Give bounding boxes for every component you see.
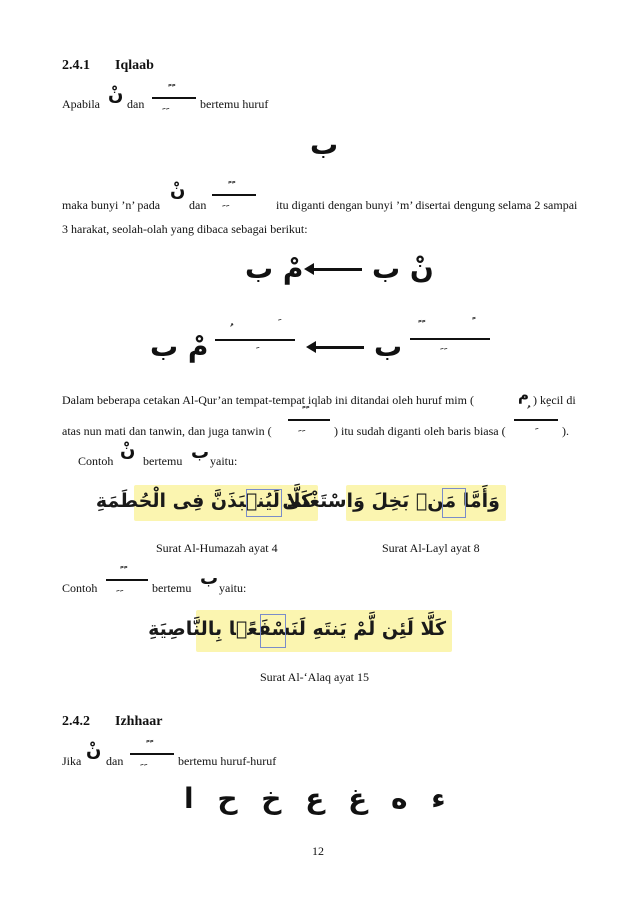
tanwin-icon: ﹰﹰ ﹺﹺ [288,408,330,434]
contoh1-nun: نْ [120,440,136,461]
tanwin-icon: ﹰﹰ ﹺﹺ [152,86,196,112]
iqlaab-line1-c: bertemu huruf [200,97,269,111]
example-row1-result: مْ ب [245,252,304,285]
example-row1-source: نْ ب [372,252,434,285]
para2-line2-a: atas nun mati dan tanwin, dan juga tanwin ( [62,424,272,438]
tanwin-icon: ﹰﹰ ﹰ ﹺﹺ [410,320,490,356]
izhhaar-line1-a: Jika [62,754,82,768]
section-title: Iqlaab [115,58,154,73]
verse-text: كَلَّا لَيُنۢبَذَنَّ فِى الْحُطَمَةِ [95,490,312,512]
contoh2-b: bertemu [152,581,192,595]
nun-sukun-glyph: نْ [86,740,102,761]
para2-line1-b: ) kecil di [533,393,576,407]
contoh2-a: Contoh [62,581,98,595]
section-title: Izhhaar [115,714,163,729]
verse-text: كَلَّا لَئِن لَّمْ يَنتَهِ لَنَسْفَعًۢا بِالنَّاصِيَةِ [148,618,446,640]
section-heading-iqlaab [62,58,154,74]
iqlaab-line1-b: dan [127,97,145,111]
section-heading-izhhaar [62,714,162,730]
caption-layl: Surat Al-Layl ayat 8 [382,541,480,555]
contoh1-b: bertemu [143,454,183,468]
verse-text: وَأَمَّا مَنۢ بَخِلَ وَاسْتَغْنَىٰ [282,490,500,512]
izhhaar-line1-b: dan [106,754,124,768]
iqlaab-line3: 3 harakat, seolah-olah yang dibaca sebagai berikut: [62,222,308,236]
highlight-box [442,488,466,518]
harakat-icon [514,408,558,434]
ba-letter: ب [310,128,339,161]
iqlaab-line2-c: itu diganti dengan bunyi ’m’ disertai dengung selama 2 sampai [276,198,578,212]
iqlaab-line2-a: maka bunyi ’n’ pada [62,198,161,212]
section-number: 2.4.1 [62,58,90,73]
izhhaar-line1-c: bertemu huruf-huruf [178,754,277,768]
example-row2-result: مْ ب [150,330,209,363]
highlight-box [260,614,286,648]
para2-line2-c: ). [562,424,569,438]
mim-small-glyph: م [518,386,529,404]
caption-humazah: Surat Al-Humazah ayat 4 [156,541,278,555]
contoh1-ba: ب [191,442,210,463]
highlight-box [246,489,282,517]
tanwin-icon: ﹰﹰ ﹺﹺ [130,742,174,768]
tanwin-icon: ﹰﹰ ﹺﹺ [106,568,148,594]
arrow-left-icon [312,346,364,349]
page-number: 12 [312,844,324,858]
tanwin-icon: ﹰﹰ ﹺﹺ [212,183,256,209]
verse-image-layl [282,485,506,521]
para2-line1-a: Dalam beberapa cetakan Al-Qur’an tempat-tempat iqlab ini ditandai oleh huruf mim ( [62,393,474,407]
section-number: 2.4.2 [62,714,90,729]
iqlaab-line2-b: dan [189,198,207,212]
example-row2-source: ب [374,330,403,363]
contoh2-c: yaitu: [219,581,247,595]
verse-image-alaq [148,610,452,652]
contoh2-ba: ب [200,568,219,589]
iqlaab-line1-a: Apabila [62,97,100,111]
nun-sukun-glyph: نْ [170,180,186,201]
contoh1-c: yaitu: [210,454,238,468]
para2-line2-b: ) itu sudah diganti oleh baris biasa ( [334,424,506,438]
contoh1-a: Contoh [78,454,114,468]
nun-sukun-glyph: نْ [108,84,124,105]
arrow-left-icon [310,268,362,271]
izhhaar-letters: ء ه غ ع خ ح ا [184,782,446,815]
tanwin-converted-icon [215,323,295,359]
caption-alaq: Surat Al-‘Alaq ayat 15 [260,670,369,684]
